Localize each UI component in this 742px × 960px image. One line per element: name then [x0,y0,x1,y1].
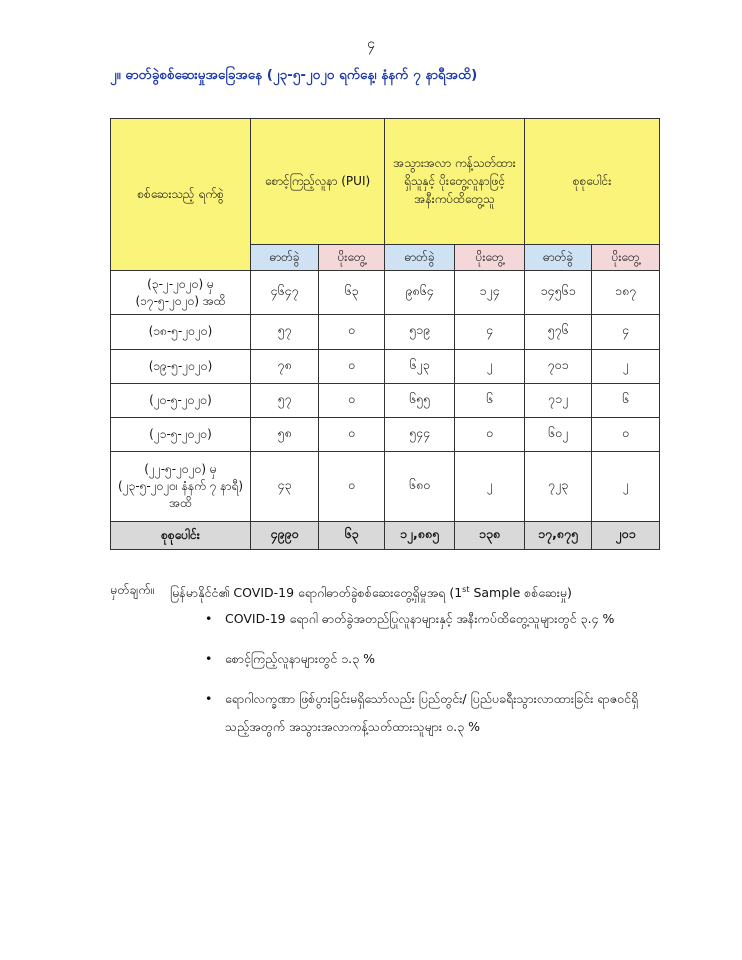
pui-positive-cell: ၀ [319,451,385,521]
table-row [111,349,660,383]
total-positive-cell: ၄ [592,315,660,349]
contacts-positive-cell: ၁၂၄ [455,271,525,315]
list-item: • စောင့်ကြည့်လူနာများတွင် ၁.၃ % [225,645,658,673]
contacts-positive-cell: ၀ [455,417,525,451]
pui-positive-cell: ၀ [319,417,385,451]
pui-positive-cell: ၀ [319,349,385,383]
pui-tested-cell: ၄၆၄၇ [251,271,319,315]
total-row [111,521,660,549]
row-date: (၂၀-၅-၂၀၂၀) [111,383,251,417]
sub-header-tested: ဓာတ်ခွဲ [525,245,592,271]
notes-intro [170,580,658,603]
contacts-positive-cell: ၄ [455,315,525,349]
contacts-tested-cell: ၆၈၀ [385,451,455,521]
total-positive-cell: ၂ [592,349,660,383]
contacts-positive-cell: ၂ [455,451,525,521]
notes-intro-text: မြန်မာနိုင်ငံ၏ COVID-19 ရောဂါဓာတ်ခွဲစစ်ဆေးတွေ့ရှိမှုအရ (1 [170,585,463,601]
pui-tested-cell: ၄၃ [251,451,319,521]
contacts-tested-cell: ၅၄၄ [385,417,455,451]
total-positive-cell: ၀ [592,417,660,451]
header-total: စုစုပေါင်း [525,119,660,245]
pui-tested-cell: ၅၇ [251,383,319,417]
row-date: (၂၂-၅-၂၀၂၀) မှ (၂၃-၅-၂၀၂၀၊ နံနက် ၇ နာရီ) အထိ [111,451,251,521]
row-date: (၁၉-၅-၂၀၂၀) [111,349,251,383]
row-date: (၂၁-၅-၂၀၂၀) [111,417,251,451]
page-number: ၄ [367,36,375,52]
pui-positive-cell: ၀ [319,315,385,349]
pui-tested-total: ၄၉၉၀ [251,521,319,549]
total-tested-cell: ၆၀၂ [525,417,592,451]
contacts-positive-cell: ၂ [455,349,525,383]
header-contacts: အသွားအလာ ကန့်သတ်ထားရှိသူနှင့် ပိုးတွေ့လူနာဖြင့် အနီးကပ်ထိတွေ့သူ [385,119,525,245]
notes-label: မှတ်ချက်။ [110,582,155,597]
total-tested-cell: ၇၁၂ [525,383,592,417]
pui-tested-cell: ၅၈ [251,417,319,451]
pui-positive-cell: ၀ [319,383,385,417]
list-item: • COVID-19 ရောဂါ ဓာတ်ခွဲအတည်ပြုလူနာများနှင့် အနီးကပ်ထိတွေ့သူများတွင် ၃.၄ % [225,605,658,633]
table-row [111,383,660,417]
contacts-positive-cell: ၆ [455,383,525,417]
sub-header-positive: ပိုးတွေ့ [592,245,660,271]
table-row [111,315,660,349]
total-label: စုစုပေါင်း [111,521,251,549]
total-positive-cell: ၆ [592,383,660,417]
notes-intro-tail: Sample စစ်ဆေးမှု) [469,585,572,601]
notes-section [110,580,658,753]
total-tested-cell: ၇၀၁ [525,349,592,383]
table-row [111,451,660,521]
contacts-tested-cell: ၆၂၃ [385,349,455,383]
sub-header-tested: ဓာတ်ခွဲ [385,245,455,271]
section-heading: ၂။ ဓာတ်ခွဲစစ်ဆေးမှုအခြေအနေ (၂၃-၅-၂၀၂၀ ရက်နေ့၊ နံနက် ၇ နာရီအထိ) [110,67,478,83]
test-results-table [110,118,660,550]
row-date: (၃-၂-၂၀၂၀) မှ (၁၇-၅-၂၀၂၀) အထိ [111,271,251,315]
table-row [111,271,660,315]
total-tested-cell: ၇၂၃ [525,451,592,521]
header-pui: စောင့်ကြည့်လူနာ (PUI) [251,119,385,245]
total-positive-cell: ၂ [592,451,660,521]
notes-intro-sup: st [462,585,470,594]
sub-header-tested: ဓာတ်ခွဲ [251,245,319,271]
table-row [111,417,660,451]
sub-header-positive: ပိုးတွေ့ [455,245,525,271]
total-tested-cell: ၁၄၅၆၁ [525,271,592,315]
grand-positive-total: ၂၀၁ [592,521,660,549]
pui-positive-total: ၆၃ [319,521,385,549]
contacts-tested-total: ၁၂,၈၈၅ [385,521,455,549]
total-tested-cell: ၅၇၆ [525,315,592,349]
header-date: စစ်ဆေးသည့် ရက်စွဲ [111,119,251,271]
contacts-tested-cell: ၅၁၉ [385,315,455,349]
sub-header-positive: ပိုးတွေ့ [319,245,385,271]
notes-list [110,605,658,741]
pui-tested-cell: ၇၈ [251,349,319,383]
pui-positive-cell: ၆၃ [319,271,385,315]
list-item: • ရောဂါလက္ခဏာ ဖြစ်ပွားခြင်းမရှိသော်လည်း ပြည်တွင်း/ ပြည်ပခရီးသွားလာထားခြင်း ရာဇဝင်ရှိသည့်အတွက် အသွားအလာကန့်သတ်ထားသူများ ၀.၃ % [225,685,658,741]
grand-tested-total: ၁၇,၈၇၅ [525,521,592,549]
pui-tested-cell: ၅၇ [251,315,319,349]
row-date: (၁၈-၅-၂၀၂၀) [111,315,251,349]
contacts-positive-total: ၁၃၈ [455,521,525,549]
contacts-tested-cell: ၆၅၅ [385,383,455,417]
total-positive-cell: ၁၈၇ [592,271,660,315]
contacts-tested-cell: ၉၈၆၄ [385,271,455,315]
